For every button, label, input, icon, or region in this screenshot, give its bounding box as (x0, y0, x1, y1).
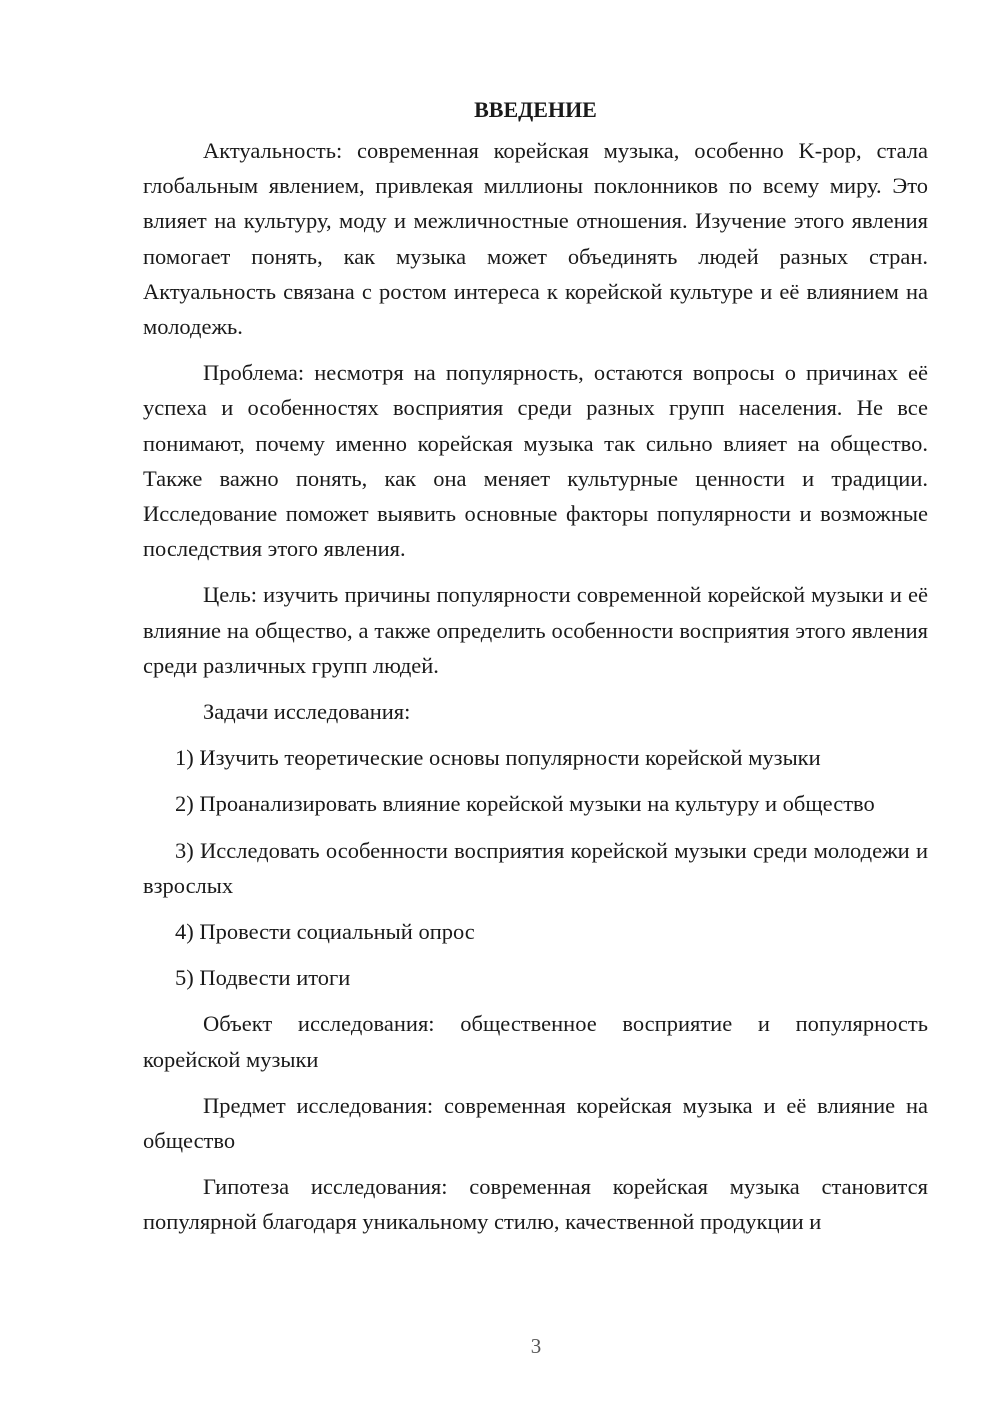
relevance-paragraph: Актуальность: современная корейская музыка, особенно K-pop, стала глобальным явлением, привлекая миллионы поклонников по всему миру. Это влияет на культуру, моду и межличностные отношения. Изучение этого явления помогает понять, как музыка может объединять людей разных стран. Актуальность связана с ростом интереса к корейской культуре и её влиянием на молодежь. (143, 138, 928, 340)
section-heading: ВВЕДЕНИЕ (474, 97, 597, 122)
hypothesis-paragraph: Гипотеза исследования: современная корейская музыка становится популярной благодаря уникальному стилю, качественной продукции и (143, 1174, 928, 1235)
tasks-intro: Задачи исследования: (203, 699, 411, 725)
page-number: 3 (530, 1334, 542, 1358)
goal-paragraph: Цель: изучить причины популярности современной корейской музыки и её влияние на общество, а также определить особенности восприятия этого явления среди различных групп людей. (143, 582, 928, 678)
problem-paragraph: Проблема: несмотря на популярность, остаются вопросы о причинах её успеха и особенностях восприятия среди разных групп населения. Не все понимают, почему именно корейская музыка так сильно влияет на общество. Также важно понять, как она меняет культурные ценности и традиции. Исследование поможет выявить основные факторы популярности и возможные последствия этого явления. (143, 360, 928, 562)
document-body (143, 92, 928, 1240)
task-item: 4) Провести социальный опрос (175, 919, 475, 945)
subject-paragraph: Предмет исследования: современная корейская музыка и её влияние на общество (143, 1092, 928, 1154)
task-item: 3) Исследовать особенности восприятия корейской музыки среди молодежи и взрослых (143, 837, 928, 898)
task-item: 5) Подвести итоги (175, 965, 351, 991)
task-item: 2) Проанализировать влияние корейской музыки на культуру и общество (175, 791, 875, 817)
task-item: 1) Изучить теоретические основы популярности корейской музыки (175, 745, 821, 771)
object-paragraph: Объект исследования: общественное восприятие и популярность корейской музыки (143, 1011, 928, 1072)
